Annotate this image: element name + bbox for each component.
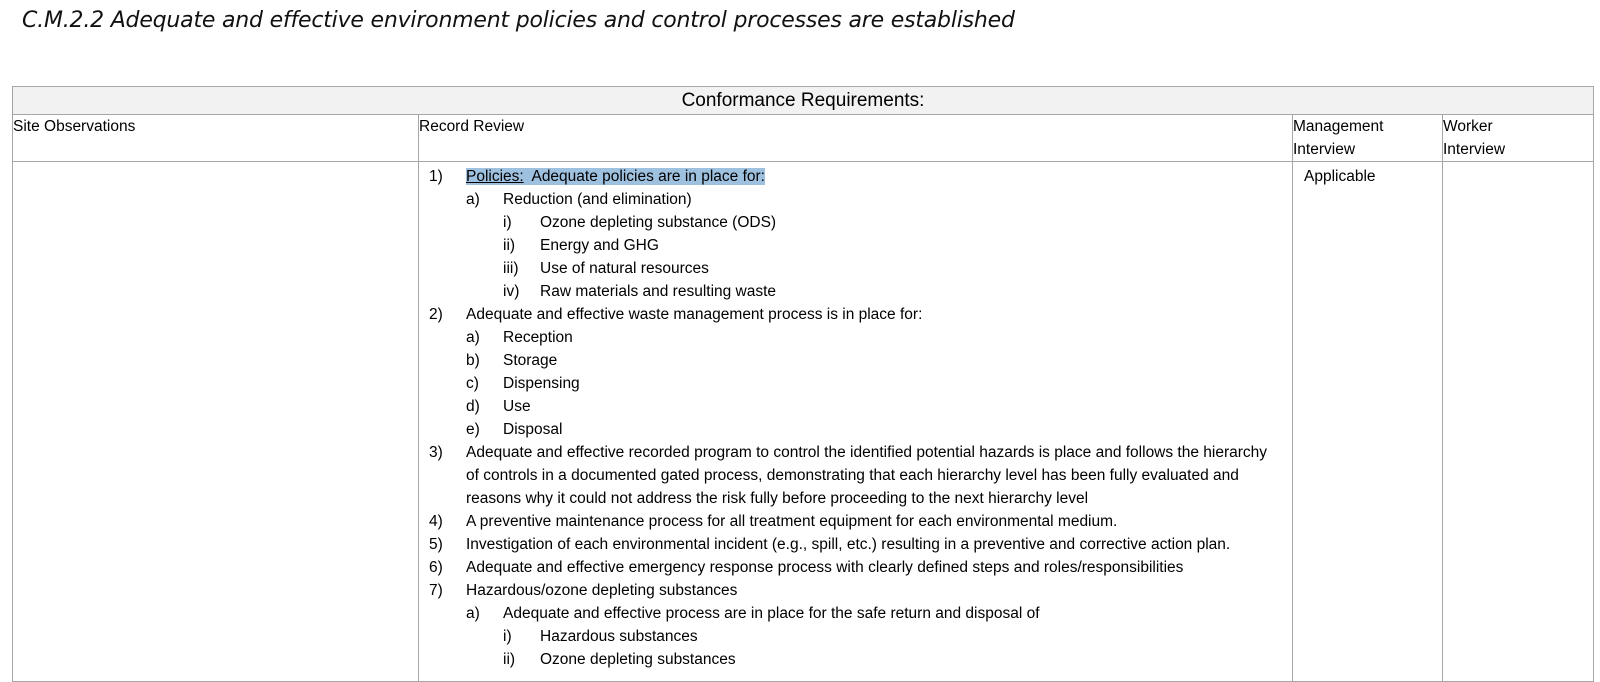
body-row	[13, 162, 1594, 682]
management-interview-cell[interactable]	[1293, 162, 1443, 682]
list-item	[429, 441, 1282, 510]
item-number: i)	[503, 214, 512, 231]
item-text: Adequate and effective recorded program to control the identified potential hazards is place and follows the hierarchy of controls in a documented gated process, demonstrating that each hierarchy level has been fully evaluated and reasons why it could not address the risk fully before proceeding to the next hierarchy level	[466, 444, 1268, 507]
item-number: iii)	[503, 260, 519, 277]
item-text: Adequate policies are in place for:	[523, 168, 765, 185]
list-item	[429, 533, 1282, 556]
header-management-line1: Management	[1293, 118, 1384, 135]
header-record-review: Record Review	[419, 115, 1293, 162]
item-number: b)	[466, 352, 480, 369]
list-item	[429, 280, 1282, 303]
item-text: Ozone depleting substance (ODS)	[540, 214, 777, 231]
list-item	[429, 372, 1282, 395]
list-item	[429, 648, 1282, 671]
list-item	[429, 211, 1282, 234]
record-review-cell[interactable]	[419, 162, 1293, 682]
conformance-band-row	[13, 87, 1594, 115]
item-number: d)	[466, 398, 480, 415]
item-number: e)	[466, 421, 480, 438]
list-item	[429, 395, 1282, 418]
item-number: a)	[466, 605, 480, 622]
list-item	[429, 418, 1282, 441]
list-item	[429, 326, 1282, 349]
list-item	[429, 188, 1282, 211]
item-text: Reduction (and elimination)	[503, 191, 692, 208]
item-text: Dispensing	[503, 375, 580, 392]
item-lead: Policies:	[466, 168, 524, 185]
item-text: Adequate and effective emergency response process with clearly defined steps and roles/responsibilities	[466, 559, 1184, 576]
item-number: a)	[466, 191, 480, 208]
item-text: A preventive maintenance process for all treatment equipment for each environmental medium.	[466, 513, 1118, 530]
list-item	[429, 257, 1282, 280]
item-number: i)	[503, 628, 512, 645]
item-text: Investigation of each environmental incident (e.g., spill, etc.) resulting in a preventive and corrective action plan.	[466, 536, 1231, 553]
item-text: Energy and GHG	[540, 237, 659, 254]
list-item	[429, 165, 1282, 188]
item-text: Disposal	[503, 421, 563, 438]
item-text: Hazardous/ozone depleting substances	[466, 582, 738, 599]
header-management-interview	[1293, 115, 1443, 162]
conformance-table	[12, 86, 1594, 682]
header-site-observations: Site Observations	[13, 115, 419, 162]
selected-text[interactable]	[466, 168, 765, 185]
list-item	[429, 556, 1282, 579]
site-observations-cell[interactable]	[13, 162, 419, 682]
applicable-status: Applicable	[1304, 168, 1376, 185]
item-number: 4)	[429, 513, 443, 530]
item-number: c)	[466, 375, 479, 392]
conformance-band: Conformance Requirements:	[13, 87, 1594, 115]
list-item	[429, 349, 1282, 372]
item-number: 7)	[429, 582, 443, 599]
item-number: a)	[466, 329, 480, 346]
item-text: Ozone depleting substances	[540, 651, 736, 668]
header-management-line2: Interview	[1293, 141, 1356, 158]
item-text: Raw materials and resulting waste	[540, 283, 777, 300]
header-worker-line1: Worker	[1443, 118, 1493, 135]
item-number: 5)	[429, 536, 443, 553]
list-item	[429, 602, 1282, 625]
item-number: ii)	[503, 651, 516, 668]
worker-interview-cell[interactable]	[1443, 162, 1594, 682]
header-row	[13, 115, 1594, 162]
page-title: C.M.2.2 Adequate and effective environment policies and control processes are established	[22, 8, 1015, 33]
item-text: Use of natural resources	[540, 260, 709, 277]
item-number: 2)	[429, 306, 443, 323]
item-number: 3)	[429, 444, 443, 461]
item-number: 6)	[429, 559, 443, 576]
item-text: Hazardous substances	[540, 628, 698, 645]
item-text: Storage	[503, 352, 558, 369]
list-item	[429, 625, 1282, 648]
item-text: Reception	[503, 329, 573, 346]
list-item	[429, 579, 1282, 602]
item-number: 1)	[429, 168, 443, 185]
header-worker-line2: Interview	[1443, 141, 1506, 158]
item-text: Use	[503, 398, 531, 415]
list-item	[429, 510, 1282, 533]
item-number: iv)	[503, 283, 520, 300]
list-item	[429, 234, 1282, 257]
item-number: ii)	[503, 237, 516, 254]
item-text: Adequate and effective process are in place for the safe return and disposal of	[503, 605, 1040, 622]
list-item	[429, 303, 1282, 326]
header-worker-interview	[1443, 115, 1594, 162]
item-text: Adequate and effective waste management process is in place for:	[466, 306, 923, 323]
